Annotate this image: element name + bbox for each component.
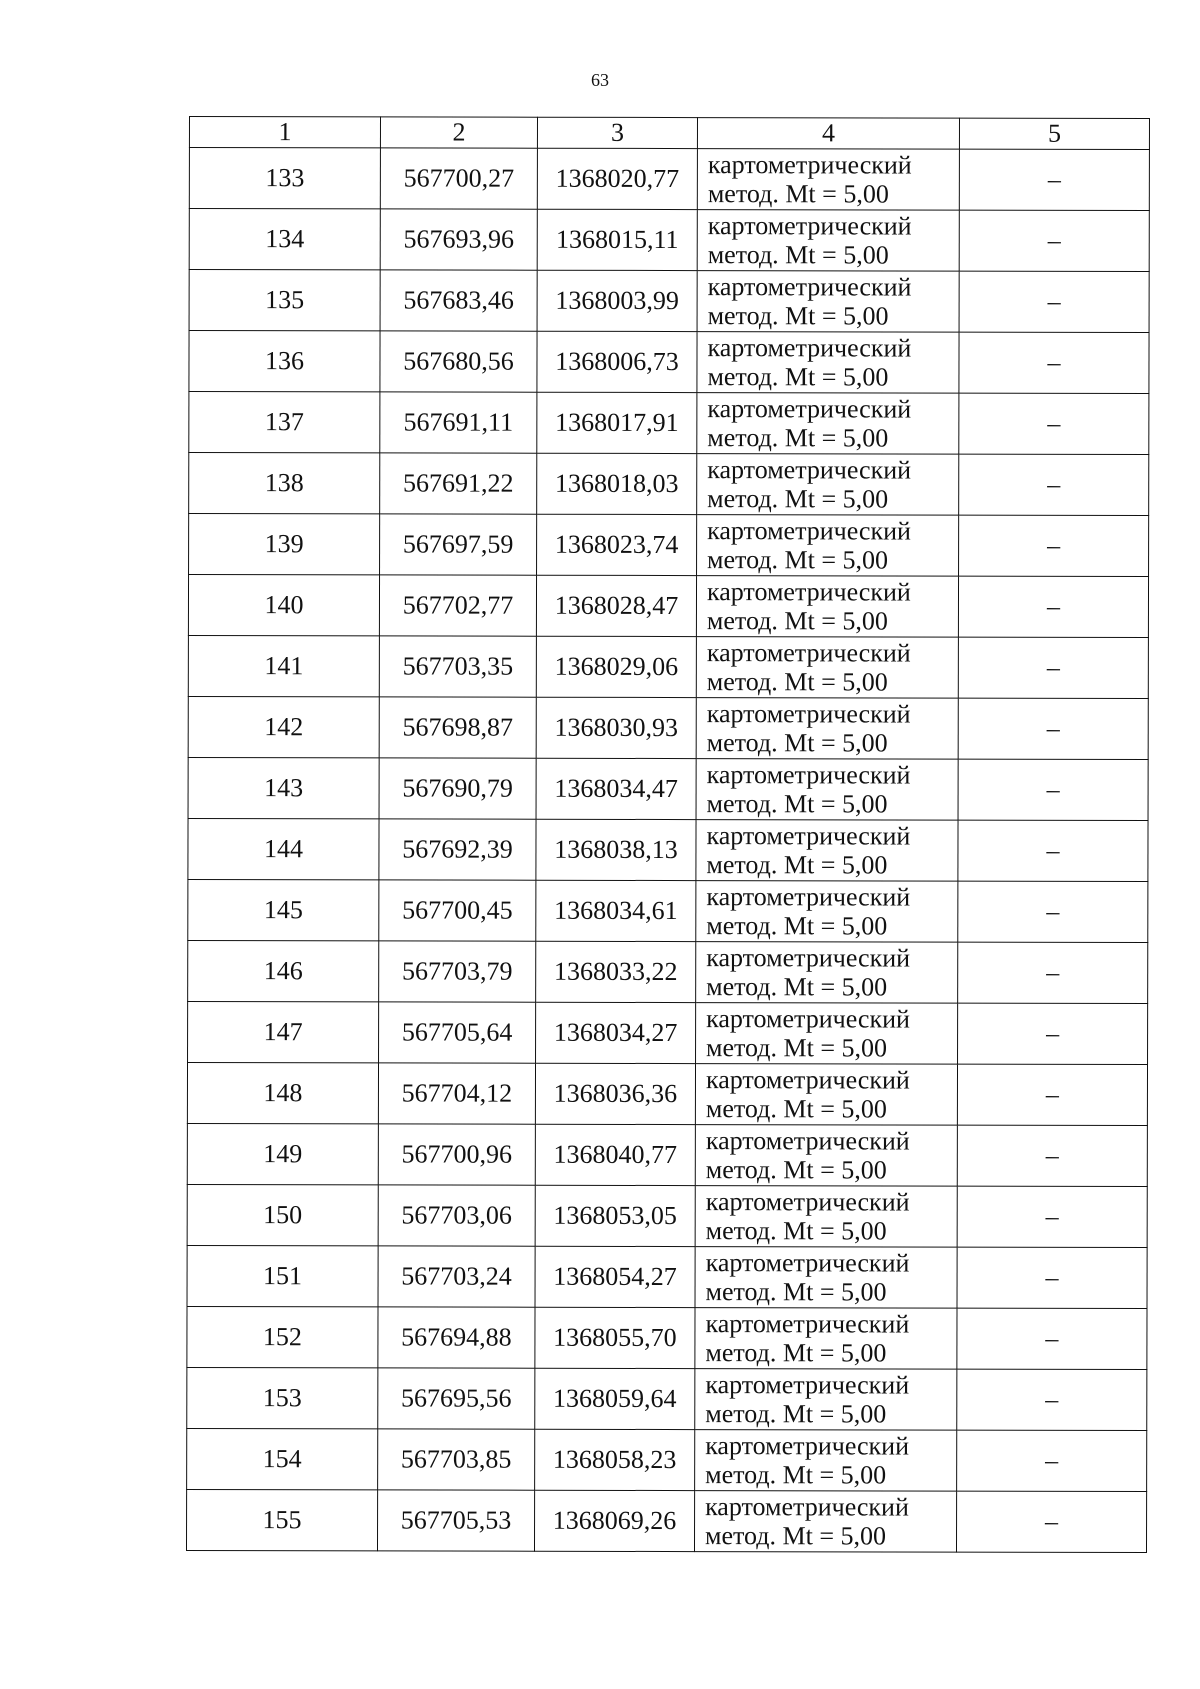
col5-value: – (1046, 1018, 1060, 1048)
method-cell (696, 1003, 958, 1065)
point-number-cell: 154 (187, 1428, 378, 1489)
coordinates-table (186, 116, 1150, 1553)
table-row (189, 209, 1149, 272)
y-coordinate-cell: 1368006,73 (537, 331, 697, 392)
col5-value: – (1045, 1140, 1059, 1170)
col5-value: – (1046, 835, 1060, 865)
method-line-1: картометрический (707, 394, 912, 424)
col5-cell (957, 1430, 1147, 1491)
method-cell (696, 637, 958, 699)
y-coordinate-cell: 1368069,26 (534, 1490, 694, 1551)
col5-cell (959, 332, 1149, 393)
table-row (189, 392, 1149, 455)
method-line-2: метод. Mt = 5,00 (706, 911, 888, 941)
y-coordinate-cell: 1368034,27 (536, 1002, 696, 1063)
method-cell (696, 576, 958, 638)
point-number-cell: 135 (189, 270, 380, 331)
method-cell (697, 271, 959, 333)
method-line-2: метод. Mt = 5,00 (705, 1216, 887, 1246)
table-row (188, 1001, 1148, 1064)
col5-value: – (1045, 1323, 1059, 1353)
y-coordinate-cell: 1368054,27 (535, 1246, 695, 1307)
col5-cell (959, 454, 1149, 515)
point-number-cell: 151 (187, 1245, 378, 1306)
table-row (188, 635, 1148, 698)
y-coordinate-cell: 1368020,77 (537, 148, 697, 209)
col5-value: – (1045, 1201, 1059, 1231)
col5-cell (957, 1186, 1147, 1247)
point-number-cell: 147 (188, 1001, 379, 1062)
point-number-cell: 150 (187, 1184, 378, 1245)
x-coordinate-cell: 567700,27 (380, 148, 537, 209)
table-header (189, 117, 1149, 150)
header-col-5: 5 (959, 118, 1149, 149)
method-line-1: картометрический (706, 821, 911, 851)
method-line-2: метод. Mt = 5,00 (706, 972, 888, 1002)
y-coordinate-cell: 1368030,93 (536, 697, 696, 758)
method-cell (697, 515, 959, 577)
y-coordinate-cell: 1368034,47 (536, 758, 696, 819)
table-header-row (189, 117, 1149, 150)
method-line-1: картометрический (705, 1126, 910, 1156)
x-coordinate-cell: 567698,87 (379, 697, 536, 758)
col5-cell (959, 149, 1149, 210)
col5-value: – (1047, 408, 1061, 438)
point-number-cell: 140 (188, 575, 379, 636)
x-coordinate-cell: 567695,56 (378, 1368, 535, 1429)
x-coordinate-cell: 567705,53 (377, 1490, 534, 1551)
table-row (188, 696, 1148, 759)
point-number-cell: 146 (188, 940, 379, 1001)
point-number-cell: 137 (189, 392, 380, 453)
col5-cell (958, 942, 1148, 1003)
table-row (188, 940, 1148, 1003)
x-coordinate-cell: 567703,35 (379, 636, 536, 697)
x-coordinate-cell: 567703,85 (378, 1429, 535, 1490)
table-row (187, 1306, 1147, 1369)
point-number-cell: 144 (188, 818, 379, 879)
x-coordinate-cell: 567691,11 (380, 392, 537, 453)
method-cell (696, 759, 958, 821)
y-coordinate-cell: 1368023,74 (537, 514, 697, 575)
method-line-1: картометрический (707, 150, 912, 180)
col5-value: – (1045, 1445, 1059, 1475)
y-coordinate-cell: 1368040,77 (535, 1124, 695, 1185)
method-cell (694, 1491, 956, 1553)
method-line-2: метод. Mt = 5,00 (707, 484, 889, 514)
col5-cell (958, 1003, 1148, 1064)
method-line-2: метод. Mt = 5,00 (705, 1460, 887, 1490)
y-coordinate-cell: 1368018,03 (537, 453, 697, 514)
method-line-1: картометрический (707, 333, 912, 363)
x-coordinate-cell: 567693,96 (380, 209, 537, 270)
col5-cell (957, 1064, 1147, 1125)
table-row (187, 1428, 1147, 1491)
table-row (188, 757, 1148, 820)
x-coordinate-cell: 567704,12 (378, 1063, 535, 1124)
table-row (189, 270, 1149, 333)
col5-cell (959, 271, 1149, 332)
method-cell (695, 1369, 957, 1431)
method-line-1: картометрический (706, 943, 911, 973)
point-number-cell: 153 (187, 1367, 378, 1428)
header-col-1: 1 (189, 117, 380, 148)
table-row (187, 1123, 1147, 1186)
x-coordinate-cell: 567683,46 (380, 270, 537, 331)
method-line-2: метод. Mt = 5,00 (707, 545, 889, 575)
col5-cell (957, 1247, 1147, 1308)
col5-value: – (1047, 225, 1061, 255)
method-cell (697, 454, 959, 516)
method-line-1: картометрический (705, 1248, 910, 1278)
point-number-cell: 145 (188, 879, 379, 940)
y-coordinate-cell: 1368034,61 (536, 880, 696, 941)
point-number-cell: 143 (188, 757, 379, 818)
header-col-4: 4 (697, 118, 959, 150)
col5-cell (959, 393, 1149, 454)
y-coordinate-cell: 1368058,23 (535, 1429, 695, 1490)
table-body (186, 148, 1149, 1553)
y-coordinate-cell: 1368028,47 (536, 575, 696, 636)
col5-cell (958, 820, 1148, 881)
x-coordinate-cell: 567691,22 (380, 453, 537, 514)
x-coordinate-cell: 567703,24 (378, 1246, 535, 1307)
method-line-2: метод. Mt = 5,00 (706, 728, 888, 758)
method-line-2: метод. Mt = 5,00 (706, 789, 888, 819)
col5-value: – (1045, 1262, 1059, 1292)
point-number-cell: 141 (188, 635, 379, 696)
header-col-2: 2 (380, 117, 537, 148)
method-line-1: картометрический (706, 577, 911, 607)
y-coordinate-cell: 1368038,13 (536, 819, 696, 880)
point-number-cell: 139 (189, 514, 380, 575)
col5-value: – (1046, 957, 1060, 987)
table-row (189, 514, 1149, 577)
method-cell (695, 1308, 957, 1370)
method-cell (695, 1247, 957, 1309)
col5-value: – (1047, 530, 1061, 560)
method-line-1: картометрический (706, 1004, 910, 1034)
method-line-2: метод. Mt = 5,00 (705, 1399, 887, 1429)
method-line-1: картометрический (705, 1370, 910, 1400)
method-line-2: метод. Mt = 5,00 (704, 1521, 887, 1551)
point-number-cell: 148 (187, 1062, 378, 1123)
table-row (189, 453, 1149, 516)
col5-value: – (1045, 1079, 1059, 1109)
table-row (187, 1184, 1147, 1247)
point-number-cell: 149 (187, 1123, 378, 1184)
point-number-cell: 136 (189, 331, 380, 392)
x-coordinate-cell: 567680,56 (380, 331, 537, 392)
col5-value: – (1047, 164, 1061, 194)
coordinates-table-wrapper (186, 116, 1150, 1553)
y-coordinate-cell: 1368055,70 (535, 1307, 695, 1368)
col5-value: – (1046, 591, 1061, 621)
y-coordinate-cell: 1368015,11 (537, 209, 697, 270)
method-line-1: картометрический (706, 760, 911, 790)
method-line-1: картометрический (705, 1187, 910, 1217)
method-line-1: картометрический (705, 1492, 909, 1522)
point-number-cell: 138 (189, 453, 380, 514)
x-coordinate-cell: 567702,77 (379, 575, 536, 636)
method-cell (697, 332, 959, 394)
x-coordinate-cell: 567697,59 (380, 514, 537, 575)
method-line-1: картометрический (706, 638, 911, 668)
method-cell (696, 881, 958, 943)
col5-cell (958, 881, 1148, 942)
table-row (186, 1489, 1146, 1552)
col5-cell (957, 1125, 1147, 1186)
method-line-2: метод. Mt = 5,00 (707, 362, 889, 392)
x-coordinate-cell: 567705,64 (379, 1002, 536, 1063)
method-line-2: метод. Mt = 5,00 (705, 1155, 887, 1185)
method-cell (695, 1125, 957, 1187)
method-line-1: картометрический (706, 699, 911, 729)
point-number-cell: 142 (188, 696, 379, 757)
x-coordinate-cell: 567692,39 (379, 819, 536, 880)
col5-value: – (1045, 1384, 1059, 1414)
col5-cell (957, 1308, 1147, 1369)
method-cell (695, 1186, 957, 1248)
col5-value: – (1047, 347, 1061, 377)
table-row (188, 818, 1148, 881)
col5-value: – (1045, 1506, 1059, 1536)
method-cell (696, 820, 958, 882)
col5-value: – (1046, 652, 1060, 682)
y-coordinate-cell: 1368036,36 (535, 1063, 695, 1124)
y-coordinate-cell: 1368017,91 (537, 392, 697, 453)
point-number-cell: 134 (189, 209, 380, 270)
header-col-3: 3 (537, 117, 697, 148)
method-line-1: картометрический (705, 1065, 910, 1095)
col5-value: – (1046, 713, 1060, 743)
col5-cell (959, 515, 1149, 576)
col5-cell (957, 1369, 1147, 1430)
col5-cell (958, 698, 1148, 759)
method-cell (697, 393, 959, 455)
method-line-1: картометрический (705, 1431, 910, 1461)
table-row (189, 148, 1149, 211)
col5-cell (959, 210, 1149, 271)
method-cell (697, 210, 959, 272)
table-row (187, 1367, 1147, 1430)
y-coordinate-cell: 1368059,64 (535, 1368, 695, 1429)
x-coordinate-cell: 567700,45 (379, 880, 536, 941)
x-coordinate-cell: 567703,06 (378, 1185, 535, 1246)
y-coordinate-cell: 1368053,05 (535, 1185, 695, 1246)
col5-value: – (1046, 774, 1060, 804)
method-cell (695, 1430, 957, 1492)
point-number-cell: 155 (186, 1489, 377, 1550)
page-number: 63 (591, 70, 609, 90)
point-number-cell: 152 (187, 1306, 378, 1367)
y-coordinate-cell: 1368003,99 (537, 270, 697, 331)
y-coordinate-cell: 1368029,06 (536, 636, 696, 697)
method-line-2: метод. Mt = 5,00 (706, 667, 888, 697)
method-line-2: метод. Mt = 5,00 (707, 240, 889, 270)
x-coordinate-cell: 567703,79 (379, 941, 536, 1002)
method-line-1: картометрический (707, 455, 912, 485)
x-coordinate-cell: 567690,79 (379, 758, 536, 819)
point-number-cell: 133 (189, 148, 380, 209)
table-row (188, 575, 1148, 638)
method-cell (695, 1064, 957, 1126)
col5-value: – (1046, 896, 1060, 926)
table-row (187, 1062, 1147, 1125)
method-cell (697, 149, 959, 211)
method-line-2: метод. Mt = 5,00 (705, 1277, 887, 1307)
method-line-1: картометрический (707, 272, 912, 302)
col5-cell (958, 576, 1148, 637)
col5-cell (956, 1491, 1146, 1552)
method-line-2: метод. Mt = 5,00 (706, 606, 888, 636)
x-coordinate-cell: 567694,88 (378, 1307, 535, 1368)
method-cell (696, 942, 958, 1004)
method-line-2: метод. Mt = 5,00 (706, 1033, 888, 1063)
col5-cell (958, 759, 1148, 820)
x-coordinate-cell: 567700,96 (378, 1124, 535, 1185)
method-line-1: картометрический (705, 1309, 910, 1339)
col5-cell (958, 637, 1148, 698)
table-row (189, 331, 1149, 394)
method-line-1: картометрический (707, 211, 912, 241)
method-line-2: метод. Mt = 5,00 (707, 179, 889, 209)
col5-value: – (1047, 469, 1061, 499)
method-line-1: картометрический (707, 516, 911, 546)
method-line-2: метод. Mt = 5,00 (706, 850, 888, 880)
method-line-1: картометрический (706, 882, 911, 912)
col5-value: – (1047, 286, 1061, 316)
y-coordinate-cell: 1368033,22 (536, 941, 696, 1002)
method-line-2: метод. Mt = 5,00 (705, 1338, 887, 1368)
method-line-2: метод. Mt = 5,00 (707, 423, 889, 453)
table-row (188, 879, 1148, 942)
method-cell (696, 698, 958, 760)
method-line-2: метод. Mt = 5,00 (707, 301, 889, 331)
table-row (187, 1245, 1147, 1308)
method-line-2: метод. Mt = 5,00 (705, 1094, 887, 1124)
